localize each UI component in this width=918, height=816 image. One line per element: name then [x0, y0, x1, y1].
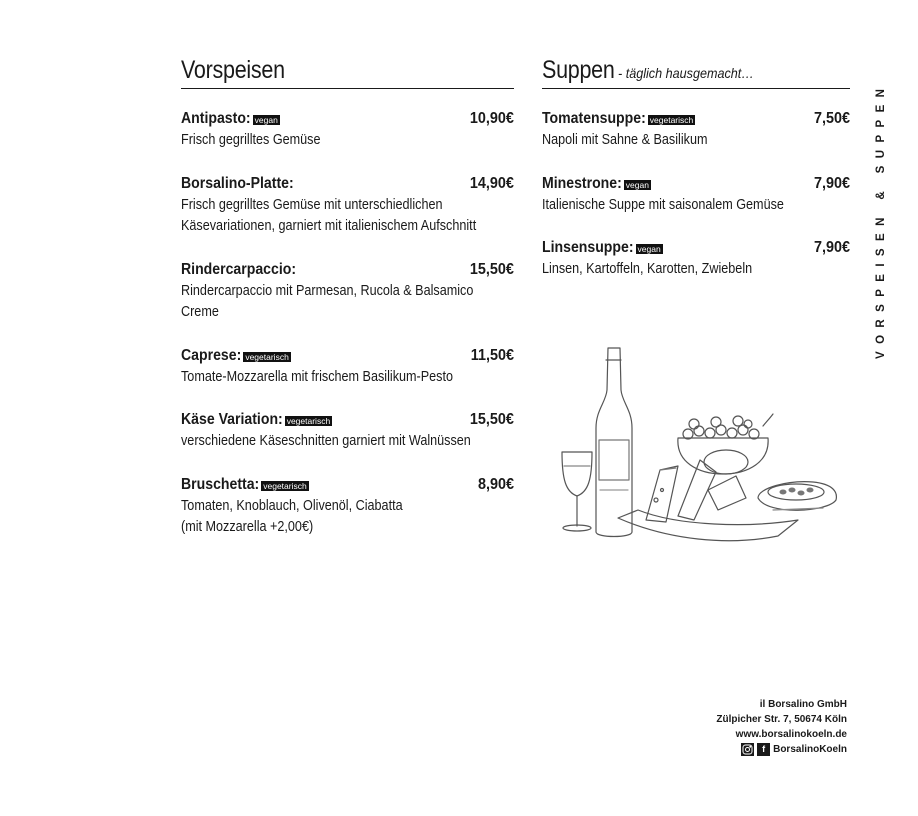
menu-item: [181, 345, 514, 389]
facebook-icon[interactable]: f: [757, 743, 770, 756]
menu-item-price: 14,90€: [469, 174, 514, 192]
menu-item-header: [181, 173, 514, 195]
menu-item-name: Borsalino-Platte:: [181, 174, 294, 192]
menu-item-description: Napoli mit Sahne & Basilikum: [542, 132, 708, 148]
suppen-section: [542, 56, 850, 302]
suppen-list: [542, 108, 850, 281]
menu-item-description: Tomate-Mozzarella mit frischem Basilikum-Pesto: [181, 368, 453, 385]
menu-item-name-wrap: [181, 110, 280, 128]
menu-item: [181, 259, 514, 324]
wine-cheese-illustration: [548, 340, 840, 550]
suppen-header: [542, 56, 850, 89]
menu-item: [542, 108, 850, 152]
menu-item-description: Linsen, Kartoffeln, Karotten, Zwiebeln: [542, 261, 753, 277]
menu-item-price: 7,90€: [813, 174, 850, 192]
diet-badge: vegetarisch: [245, 351, 289, 362]
menu-item-header: [181, 474, 514, 496]
side-section-label: VORSPEISEN & SUPPEN: [875, 81, 887, 360]
menu-item-price: 7,50€: [813, 110, 850, 127]
menu-item-price: 8,90€: [477, 475, 514, 493]
address: Zülpicher Str. 7, 50674 Köln: [716, 714, 847, 725]
vorspeisen-section: [181, 56, 514, 560]
menu-item-name: Antipasto:: [181, 110, 251, 127]
menu-item-name-wrap: [181, 411, 332, 429]
menu-item-description: (mit Mozzarella +2,00€): [181, 519, 314, 535]
social-row: [690, 742, 847, 757]
menu-item-description: Frisch gegrilltes Gemüse: [181, 132, 321, 148]
menu-item: [542, 237, 850, 281]
menu-item-header: [181, 345, 514, 367]
menu-item-name-wrap: [542, 175, 651, 193]
menu-item-name: Bruschetta:: [181, 475, 260, 493]
diet-badge: vegan: [637, 244, 661, 254]
menu-item-description: Italienische Suppe mit saisonalem Gemüse: [542, 196, 784, 213]
vorspeisen-header: [181, 56, 514, 89]
menu-item-name-wrap: [181, 476, 309, 494]
menu-item-description: Tomaten, Knoblauch, Olivenöl, Ciabatta: [181, 497, 403, 514]
menu-item-name-wrap: [181, 175, 309, 193]
menu-item-price: 15,50€: [469, 260, 514, 278]
menu-item-name: Linsensuppe:: [542, 239, 634, 256]
menu-item: [181, 173, 514, 238]
diet-badge: vegetarisch: [649, 115, 694, 125]
diet-badge: vegetarisch: [263, 480, 307, 491]
instagram-icon[interactable]: [741, 743, 754, 756]
menu-item-price: 15,50€: [469, 411, 514, 428]
company-name: il Borsalino GmbH: [759, 699, 847, 710]
menu-item-header: [181, 108, 514, 130]
footer-contact: [690, 697, 847, 757]
menu-item-name: Caprese:: [181, 346, 242, 364]
suppen-subtitle: - täglich hausgemacht…: [618, 65, 755, 81]
menu-item-name: Tomatensuppe:: [542, 110, 646, 127]
menu-item-description: verschiedene Käseschnitten garniert mit Walnüssen: [181, 433, 471, 449]
menu-item-header: [542, 237, 850, 259]
menu-item-name: Rindercarpaccio:: [181, 260, 297, 278]
menu-item-description: Käsevariationen, garniert mit italienischem Aufschnitt: [181, 218, 477, 234]
menu-item-header: [181, 409, 514, 431]
menu-item: [181, 108, 514, 152]
diet-badge: vegan: [254, 115, 278, 125]
suppen-title: Suppen: [542, 56, 615, 84]
menu-item-name-wrap: [542, 239, 663, 257]
menu-item-header: [181, 259, 514, 281]
menu-item-price: 11,50€: [470, 346, 514, 364]
social-handle[interactable]: BorsalinoKoeln: [773, 744, 847, 755]
website-link[interactable]: www.borsalinokoeln.de: [735, 729, 847, 740]
menu-item-price: 7,90€: [813, 239, 850, 256]
menu-item-header: [542, 108, 850, 130]
menu-item-price: 10,90€: [469, 110, 514, 127]
menu-item-description: Frisch gegrilltes Gemüse mit unterschiedlichen: [181, 196, 443, 213]
menu-item-description: Creme: [181, 304, 219, 320]
diet-badge: vegan: [625, 179, 649, 190]
menu-item-header: [542, 173, 850, 195]
menu-item: [181, 409, 514, 453]
menu-item-name: Käse Variation:: [181, 411, 283, 428]
menu-item-name-wrap: [181, 261, 312, 279]
menu-item: [181, 474, 514, 539]
menu-item-name: Minestrone:: [542, 174, 622, 192]
menu-item: [542, 173, 850, 217]
menu-item-name-wrap: [542, 110, 695, 128]
vorspeisen-list: [181, 108, 514, 539]
menu-item-name-wrap: [181, 347, 291, 365]
menu-item-description: Rindercarpaccio mit Parmesan, Rucola & Balsamico: [181, 282, 474, 299]
vorspeisen-title: Vorspeisen: [181, 56, 285, 84]
diet-badge: vegetarisch: [286, 416, 331, 426]
